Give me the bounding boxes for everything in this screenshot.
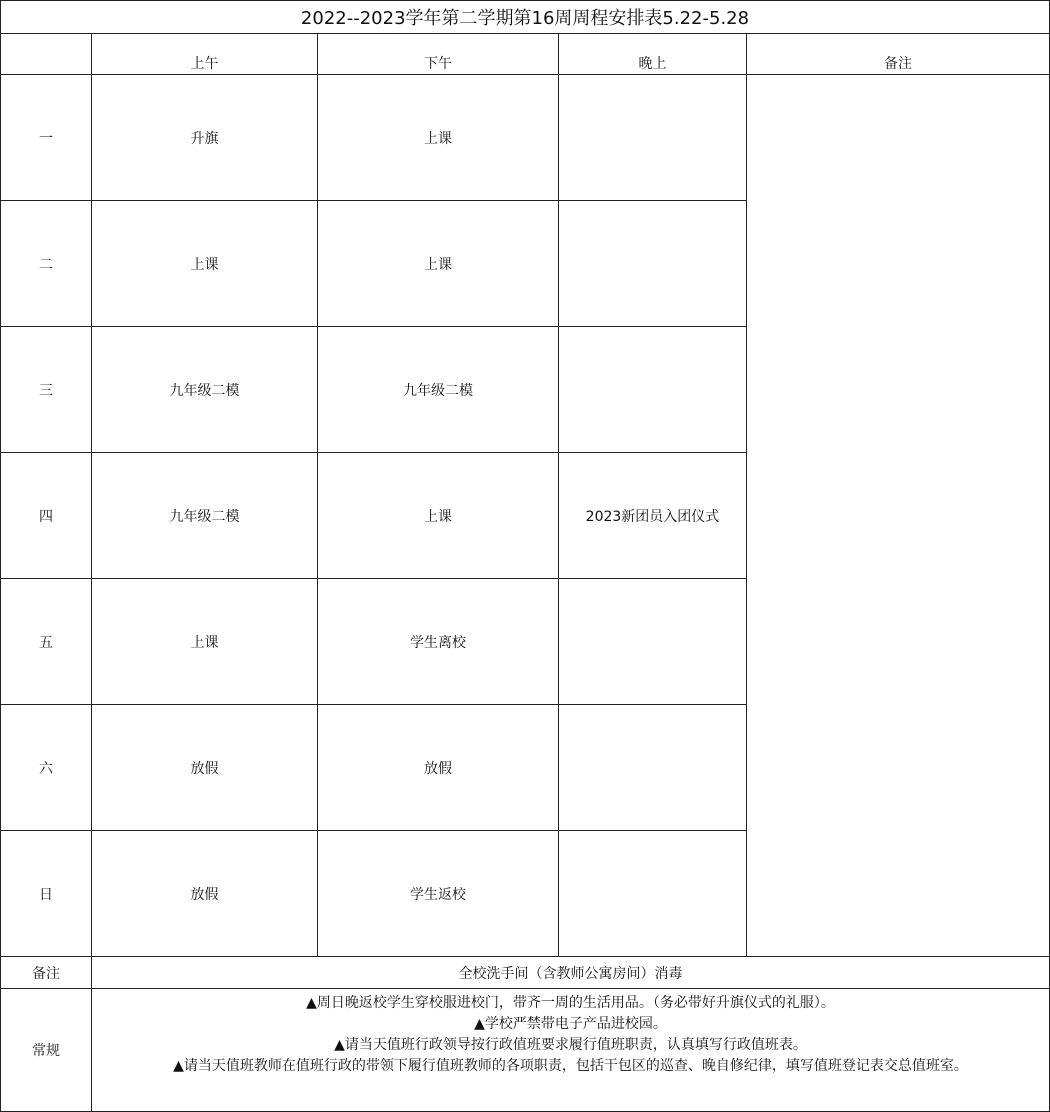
evening-cell bbox=[559, 705, 747, 831]
evening-cell bbox=[559, 75, 747, 201]
morning-cell: 上课 bbox=[92, 579, 318, 705]
routine-line: ▲学校严禁带电子产品进校园。 bbox=[474, 1016, 667, 1032]
routine-label: 常规 bbox=[1, 989, 92, 1112]
afternoon-cell: 上课 bbox=[318, 201, 559, 327]
afternoon-cell: 上课 bbox=[318, 75, 559, 201]
day-label: 一 bbox=[1, 75, 92, 201]
schedule-title: 2022--2023学年第二学期第16周周程安排表5.22-5.28 bbox=[1, 1, 1050, 34]
morning-cell: 放假 bbox=[92, 705, 318, 831]
header-remarks: 备注 bbox=[747, 34, 1050, 75]
evening-cell bbox=[559, 201, 747, 327]
morning-cell: 九年级二模 bbox=[92, 453, 318, 579]
note-text: 全校洗手间（含教师公寓房间）消毒 bbox=[92, 957, 1050, 989]
morning-cell: 放假 bbox=[92, 831, 318, 957]
note-label: 备注 bbox=[1, 957, 92, 989]
afternoon-cell: 学生离校 bbox=[318, 579, 559, 705]
header-evening: 晚上 bbox=[559, 34, 747, 75]
morning-cell: 升旗 bbox=[92, 75, 318, 201]
day-label: 二 bbox=[1, 201, 92, 327]
day-label: 六 bbox=[1, 705, 92, 831]
header-row bbox=[1, 34, 1050, 75]
evening-cell bbox=[559, 831, 747, 957]
day-label: 五 bbox=[1, 579, 92, 705]
routine-line: ▲周日晚返校学生穿校服进校门，带齐一周的生活用品。（务必带好升旗仪式的礼服）。 bbox=[306, 995, 835, 1011]
evening-cell bbox=[559, 579, 747, 705]
header-afternoon: 下午 bbox=[318, 34, 559, 75]
routine-line: ▲请当天值班教师在值班行政的带领下履行值班教师的各项职责，包括干包区的巡查、晚自修纪律，填写值班登记表交总值班室。 bbox=[173, 1058, 968, 1074]
morning-cell: 九年级二模 bbox=[92, 327, 318, 453]
note-row bbox=[1, 957, 1050, 989]
evening-cell: 2023新团员入团仪式 bbox=[559, 453, 747, 579]
afternoon-cell: 上课 bbox=[318, 453, 559, 579]
day-label: 四 bbox=[1, 453, 92, 579]
morning-cell: 上课 bbox=[92, 201, 318, 327]
header-day bbox=[1, 34, 92, 75]
routine-content bbox=[92, 989, 1050, 1112]
day-label: 三 bbox=[1, 327, 92, 453]
evening-cell bbox=[559, 327, 747, 453]
day-row-monday bbox=[1, 75, 1050, 201]
afternoon-cell: 放假 bbox=[318, 705, 559, 831]
routine-row bbox=[1, 989, 1050, 1112]
header-morning: 上午 bbox=[92, 34, 318, 75]
title-row bbox=[1, 1, 1050, 34]
afternoon-cell: 学生返校 bbox=[318, 831, 559, 957]
day-label: 日 bbox=[1, 831, 92, 957]
routine-line: ▲请当天值班行政领导按行政值班要求履行值班职责，认真填写行政值班表。 bbox=[334, 1037, 807, 1053]
remarks-column-cell bbox=[747, 75, 1050, 957]
afternoon-cell: 九年级二模 bbox=[318, 327, 559, 453]
